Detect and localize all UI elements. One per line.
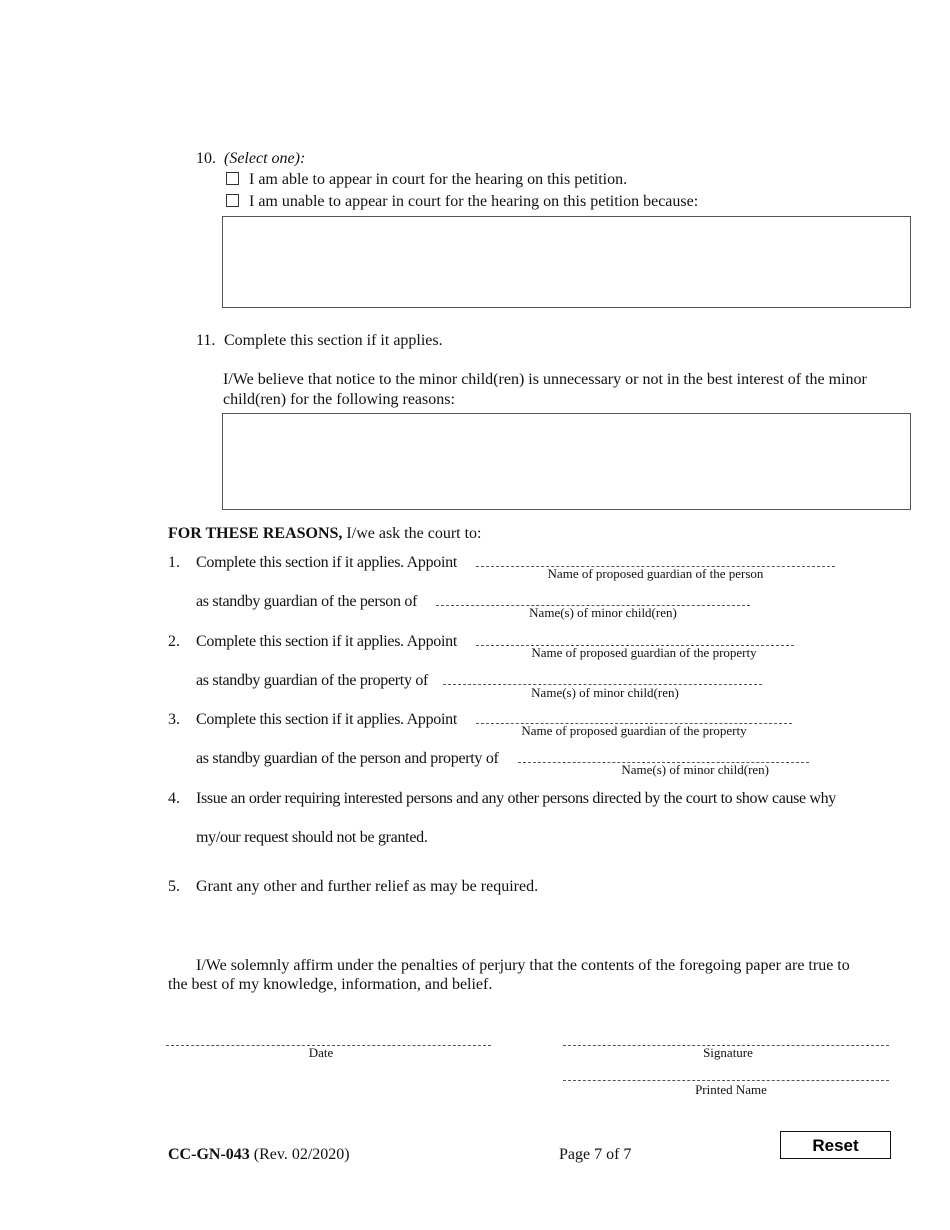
guardian-person-property-name-caption: Name of proposed guardian of the property: [521, 723, 747, 738]
signature-label: Signature: [703, 1045, 753, 1060]
option-unable-row[interactable]: [226, 192, 698, 212]
guardian-property-name-caption: Name of proposed guardian of the property: [531, 645, 757, 660]
unable-checkbox[interactable]: [226, 194, 239, 207]
minor-children-caption-2: Name(s) of minor child(ren): [531, 685, 679, 700]
reason-4-line1: Issue an order requiring interested persons and any other persons directed by the court to show cause why: [196, 790, 836, 807]
reason-2-number: 2.: [168, 633, 180, 650]
reason-3-number: 3.: [168, 711, 180, 728]
printed-name-line[interactable]: [563, 1080, 889, 1081]
unable-reason-textbox[interactable]: [222, 216, 911, 308]
reason-2-text: Complete this section if it applies. Appoint: [196, 633, 457, 650]
reason-3-text: Complete this section if it applies. Appoint: [196, 711, 457, 728]
notice-reasons-textbox[interactable]: [222, 413, 911, 510]
reasons-lead: FOR THESE REASONS, I/we ask the court to:: [168, 525, 482, 542]
form-code: CC-GN-043 (Rev. 02/2020): [168, 1146, 350, 1163]
item-11-body: I/We believe that notice to the minor child(ren) is unnecessary or not in the best interest of the minor child(ren) for the following reasons:: [223, 371, 867, 408]
option-unable-label: I am unable to appear in court for the hearing on this petition because:: [249, 193, 699, 210]
page-number: Page 7 of 7: [559, 1146, 632, 1163]
affirmation-line-1: I/We solemnly affirm under the penalties of perjury that the contents of the foregoing paper are true to: [196, 957, 850, 974]
able-checkbox[interactable]: [226, 172, 239, 185]
minor-children-caption-1: Name(s) of minor child(ren): [529, 605, 677, 620]
guardian-person-name-caption: Name of proposed guardian of the person: [547, 566, 764, 581]
reason-2-line2: as standby guardian of the property of: [196, 672, 429, 689]
reason-1-line2: as standby guardian of the person of: [196, 593, 418, 610]
item-10-select-label: (Select one):: [224, 150, 306, 167]
printed-name-label: Printed Name: [695, 1082, 767, 1097]
reason-1-number: 1.: [168, 554, 180, 571]
item-11-heading: Complete this section if it applies.: [224, 332, 443, 349]
option-able-row[interactable]: [226, 170, 627, 190]
option-able-label: I am able to appear in court for the hearing on this petition.: [249, 171, 628, 188]
item-11-number: 11.: [196, 332, 216, 349]
reason-4-line2: my/our request should not be granted.: [196, 829, 428, 846]
reason-5-text: Grant any other and further relief as may be required.: [196, 878, 539, 895]
minor-children-caption-3: Name(s) of minor child(ren): [621, 762, 769, 777]
reason-1-text: Complete this section if it applies. Appoint: [196, 554, 457, 571]
reason-5-number: 5.: [168, 878, 180, 895]
reason-4-number: 4.: [168, 790, 180, 807]
reset-button[interactable]: Reset: [780, 1131, 891, 1159]
item-10-number: 10.: [196, 150, 216, 167]
date-label: Date: [308, 1045, 334, 1060]
reason-3-line2: as standby guardian of the person and property of: [196, 750, 499, 767]
affirmation-line-2: the best of my knowledge, information, and belief.: [168, 976, 493, 993]
form-revision: (Rev. 02/2020): [249, 1146, 350, 1163]
